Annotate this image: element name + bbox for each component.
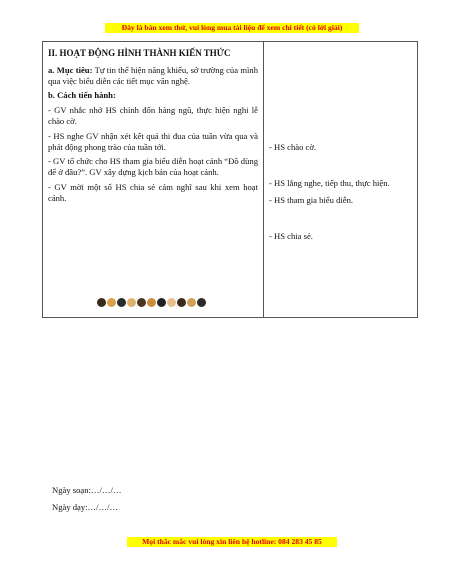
lesson-table bbox=[42, 41, 418, 318]
hotline-banner: Mọi thắc mắc vui lòng xin liên hệ hotline: 084 283 45 85 bbox=[127, 537, 337, 547]
prepared-date: Ngày soạn:…/…/… bbox=[52, 485, 122, 495]
student-item-4: - HS chia sẻ. bbox=[269, 231, 313, 241]
student-item-3: - HS tham gia biểu diễn. bbox=[269, 195, 354, 205]
objective-text: Tự tin thể hiện năng khiếu, sở trường của mình qua việc biểu diễn các tiết mục văn nghệ. bbox=[48, 64, 258, 86]
student-item-2: - HS lắng nghe, tiếp thu, thực hiện. bbox=[269, 178, 390, 188]
step-3: - GV tổ chức cho HS tham gia biểu diễn hoạt cảnh “Đồ dùng để ở đâu?”. GV xây dựng kịch bản của hoạt cảnh. bbox=[48, 156, 258, 178]
column-divider bbox=[263, 42, 264, 317]
illustration-image bbox=[97, 296, 209, 308]
student-item-1: - HS chào cờ. bbox=[269, 142, 317, 152]
objective-paragraph bbox=[48, 65, 258, 87]
step-4: - GV mời một số HS chia sẻ cảm nghĩ sau khi xem hoạt cảnh. bbox=[48, 181, 258, 203]
preview-banner: Đây là bản xem thử, vui lòng mua tài liệu để xem chi tiết (có lời giải) bbox=[105, 23, 359, 33]
step-1: - GV nhắc nhở HS chỉnh đốn hàng ngũ, thực hiện nghi lễ chào cờ. bbox=[48, 105, 258, 126]
taught-date: Ngày dạy:…/…/… bbox=[52, 502, 119, 512]
step-2: - HS nghe GV nhận xét kết quả thi đua của tuần vừa qua và phát động phong trào của tuần tới. bbox=[48, 130, 258, 152]
objective-label: a. Mục tiêu: bbox=[48, 64, 93, 75]
teacher-activities-column bbox=[48, 48, 258, 208]
section-heading: II. HOẠT ĐỘNG HÌNH THÀNH KIẾN THỨC bbox=[48, 48, 231, 58]
method-label: b. Cách tiến hành: bbox=[48, 90, 116, 101]
